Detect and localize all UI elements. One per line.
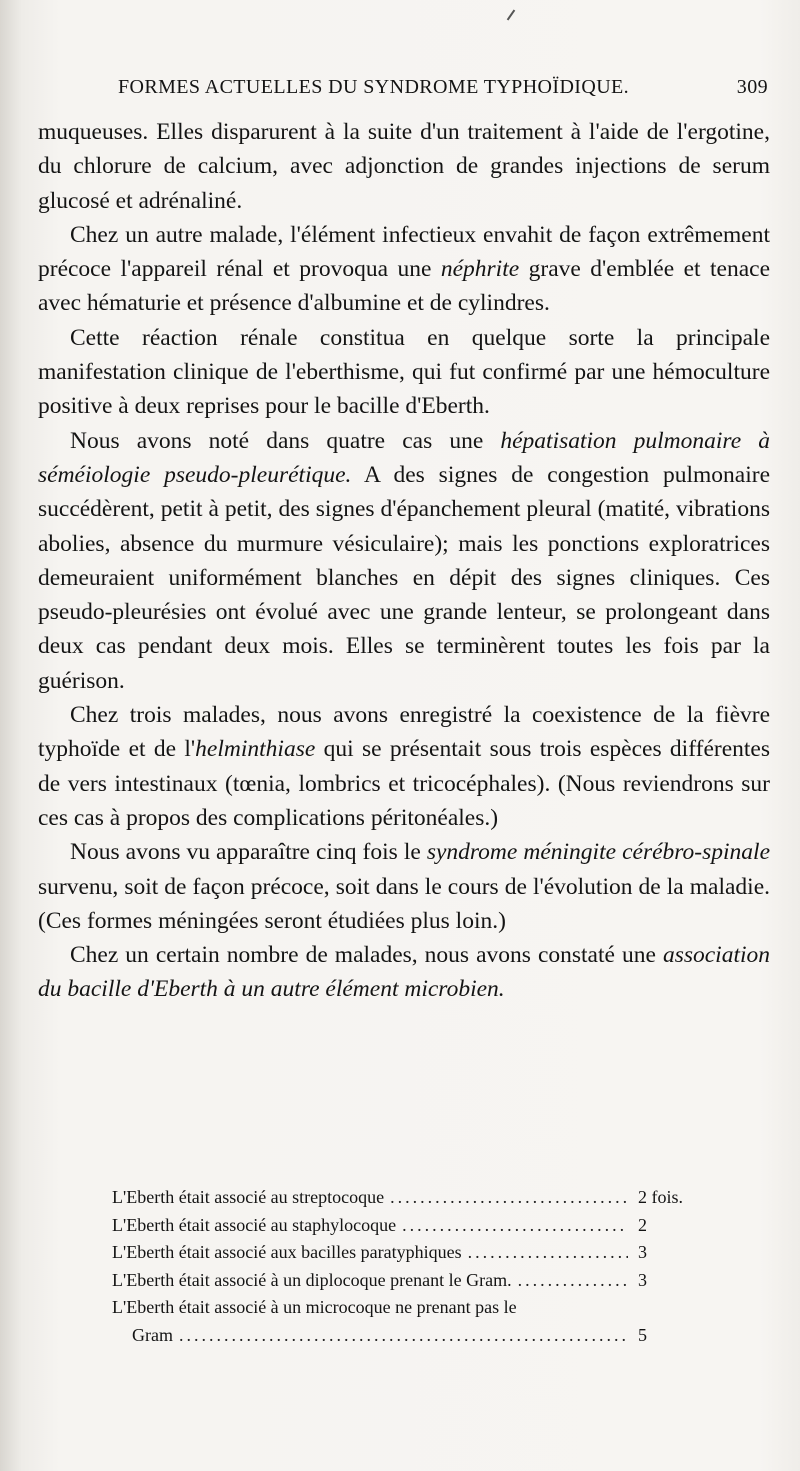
row-label: L'Eberth était associé à un diplocoque prenant le Gram. bbox=[112, 1269, 512, 1290]
paragraph-6-text-b: survenu, soit de façon précoce, soit dans le cours de l'évolution de la maladie. (Ces formes méningées seront étudiées plus loin.) bbox=[38, 873, 770, 934]
paragraph-4-text-b: A des signes de congestion pulmonaire succédèrent, petit à petit, des signes d'épanchement pleural (matité, vibrations abolies, absence du murmure vésiculaire); mais les ponctions exploratrices demeuraient uniformément blanches en dépit des signes cliniques. Ces pseudo-pleurésies ont évolué avec une grande lenteur, se prolongeant dans deux cas pendant deux mois. Elles se terminèrent toutes les fois par la guérison. bbox=[38, 461, 770, 694]
paragraph-6-emphasis: syndrome méningite cérébro-spinale bbox=[426, 839, 770, 866]
row-label: L'Eberth était associé au streptocoque bbox=[112, 1187, 385, 1207]
running-header bbox=[118, 76, 768, 104]
paragraph-5 bbox=[38, 698, 770, 835]
association-table bbox=[112, 1184, 690, 1349]
paragraph-5-text-b: qui se présentait sous trois espèces différentes de vers intestinaux (tœnia, lombrics et tricocéphales). (Nous reviendrons sur ces cas à propos des complications péritonéales.) bbox=[38, 736, 770, 831]
body-text bbox=[38, 115, 770, 1007]
paragraph-2 bbox=[38, 218, 770, 321]
paragraph-7-emphasis: association du bacille d'Eberth à un autre élément microbien. bbox=[38, 942, 770, 1003]
table-row bbox=[112, 1212, 690, 1240]
row-label: L'Eberth était associé à un microcoque ne prenant pas le bbox=[112, 1297, 517, 1317]
dot-leader bbox=[179, 1322, 628, 1350]
paragraph-6-text-a: Nous avons vu apparaître cinq fois le bbox=[70, 839, 427, 866]
row-label: L'Eberth était associé aux bacilles paratyphiques bbox=[112, 1242, 462, 1262]
dot-leader bbox=[402, 1212, 628, 1240]
dot-leader bbox=[390, 1184, 628, 1212]
row-count: 2 bbox=[638, 1214, 647, 1235]
row-label: L'Eberth était associé au staphylocoque bbox=[112, 1214, 397, 1235]
scan-speck bbox=[507, 10, 516, 21]
paragraph-2-text-a: Chez un autre malade, l'élément infectieux envahit de façon extrêmement précoce l'appareil rénal et provoqua une bbox=[38, 221, 770, 283]
paragraph-5-text-a: Chez trois malades, nous avons enregistré la coexistence de la fièvre typhoïde et de l' bbox=[38, 702, 770, 763]
paragraph-5-emphasis: helminthiase bbox=[195, 736, 316, 763]
paragraph-3: Cette réaction rénale constitua en quelque sorte la principale manifestation clinique de l'eberthisme, qui fut confirmé par une hémoculture positive à deux reprises pour le bacille d'Eberth. bbox=[38, 324, 770, 420]
row-count: 3 bbox=[638, 1269, 647, 1290]
paragraph-2-emphasis: néphrite bbox=[440, 256, 520, 283]
paragraph-7-text-a: Chez un certain nombre de malades, nous avons constaté une bbox=[70, 942, 663, 969]
table-row bbox=[112, 1184, 690, 1212]
paragraph-4-emphasis: hépatisation pulmonaire à séméiologie pseudo-pleurétique. bbox=[38, 427, 770, 488]
table-row bbox=[112, 1267, 690, 1295]
paragraph-4-text-a: Nous avons noté dans quatre cas une bbox=[70, 427, 501, 454]
paragraph-2-text-b: grave d'emblée et tenace avec hématurie et présence d'albumine et de cylindres. bbox=[38, 256, 770, 317]
page-number: 309 bbox=[736, 76, 768, 98]
paragraph-6 bbox=[38, 835, 770, 938]
row-count: 3 bbox=[638, 1242, 647, 1262]
dot-leader bbox=[468, 1239, 628, 1267]
paragraph-1: muqueuses. Elles disparurent à la suite d'un traitement à l'aide de l'ergotine, du chlorure de calcium, avec adjonction de grandes injections de serum glucosé et adrénaliné. bbox=[38, 119, 770, 214]
paragraph-4 bbox=[38, 424, 770, 698]
running-title: FORMES ACTUELLES DU SYNDROME TYPHOÏDIQUE. bbox=[118, 76, 630, 98]
dot-leader bbox=[518, 1267, 628, 1295]
row-label: Gram bbox=[132, 1324, 173, 1345]
table-row bbox=[112, 1239, 690, 1267]
table-row-continuation bbox=[112, 1322, 690, 1350]
paragraph-7 bbox=[38, 938, 770, 1007]
row-count: 2 fois. bbox=[638, 1187, 683, 1207]
table-row bbox=[112, 1294, 690, 1322]
row-count: 5 bbox=[638, 1324, 647, 1345]
